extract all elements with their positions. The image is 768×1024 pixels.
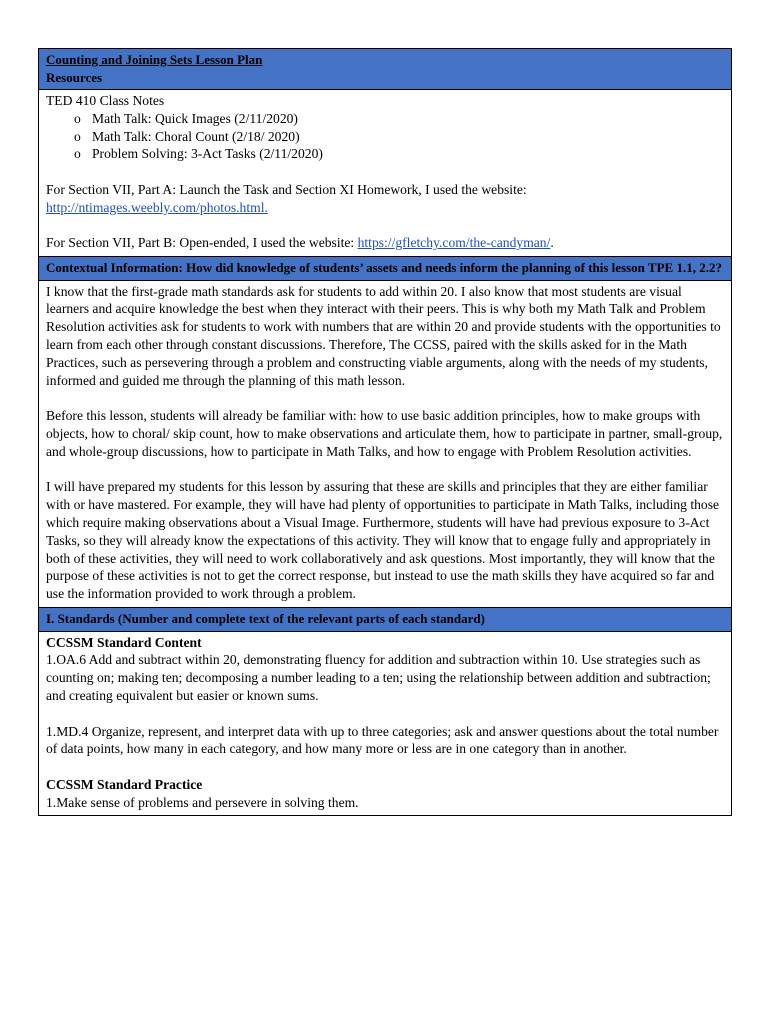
resources-heading: Resources — [46, 69, 103, 85]
contextual-paragraph-1: I know that the first-grade math standards ask for students to add within 20. I also know that most students are visual learners and acquire knowledge the best when they interact with their peers. This is why both my Math Talk and Problem Resolution activities ask for students to work with numbers that are within 20 and provide students with the opportunities to learn from each other through constant discussions. Therefore, The CCSS, paired with the skills asked for in the Math Practices, such as persevering through a problem and constructing viable arguments, along with the needs of my students, informed and guided me through the planning of this math lesson. — [46, 283, 721, 388]
standards-header — [39, 608, 731, 632]
class-notes-label: TED 410 Class Notes — [46, 93, 165, 108]
standards-heading: I. Standards (Number and complete text of the relevant parts of each standard) — [46, 611, 485, 627]
list-item: o Math Talk: Quick Images (2/11/2020) — [74, 110, 724, 128]
section-b-text: For Section VII, Part B: Open-ended, I used the website: — [46, 235, 358, 251]
standard-practice-1: 1.Make sense of problems and persevere in solving them. — [46, 794, 359, 810]
standard-oa6: 1.OA.6 Add and subtract within 20, demonstrating fluency for addition and subtraction within 10. Use strategies such as counting on; making ten; decomposing a number leading to a ten; using the relationship between addition and subtraction; and creating equivalent but easier or known sums. — [46, 652, 711, 703]
lesson-title: Counting and Joining Sets Lesson Plan — [46, 52, 263, 67]
standard-md4: 1.MD.4 Organize, represent, and interpret data with up to three categories; ask and answer questions about the total number of data points, how many in each category, and how many more or less are in one category than in another. — [46, 723, 719, 757]
section-b-paragraph — [46, 234, 724, 252]
resources-header — [39, 49, 731, 90]
list-item: o Problem Solving: 3-Act Tasks (2/11/2020) — [74, 145, 724, 163]
contextual-header — [39, 257, 731, 281]
candyman-link[interactable]: https://gfletchy.com/the-candyman/ — [357, 235, 551, 251]
contextual-cell — [39, 281, 731, 608]
standards-cell — [39, 632, 731, 817]
standard-content-title: CCSSM Standard Content — [46, 634, 202, 650]
ntimages-link[interactable]: http://ntimages.weebly.com/photos.html. — [46, 199, 268, 215]
lesson-plan-table — [38, 48, 732, 816]
resources-cell — [39, 90, 731, 257]
class-notes-list — [46, 110, 724, 163]
section-b-end: . — [550, 235, 554, 251]
standard-practice-title: CCSSM Standard Practice — [46, 776, 203, 792]
contextual-paragraph-2: Before this lesson, students will already be familiar with: how to use basic addition principles, how to make groups with objects, how to choral/ skip count, how to make observations and articulate them, how to participate in partner, small-group, and whole-group discussions, how to participate in Math Talks, and how to engage with Problem Resolution activities. — [46, 408, 723, 459]
contextual-heading: Contextual Information: How did knowledge of students’ assets and needs inform the planning of this lesson TPE 1.1, 2.2? — [46, 260, 722, 276]
section-a-text: For Section VII, Part A: Launch the Task and Section XI Homework, I used the website: — [46, 181, 527, 197]
contextual-paragraph-3: I will have prepared my students for this lesson by assuring that these are skills and principles that they are either familiar with or have mastered. For example, they will have had plenty of opportunities to participate in Math Talks, including those which require making observations about a Visual Image. Furthermore, students will have had previous exposure to 3-Act Tasks, so they will already know the expectations of this activity. They will know that to engage fully and appropriately in both of these activities, they will need to work collaboratively and ask questions. Most importantly, they will know that the purpose of these activities is not to get the correct response, but instead to use the math skills they have acquired so far and use the information provided to work through a problem. — [46, 479, 720, 602]
list-item: o Math Talk: Choral Count (2/18/ 2020) — [74, 128, 724, 146]
